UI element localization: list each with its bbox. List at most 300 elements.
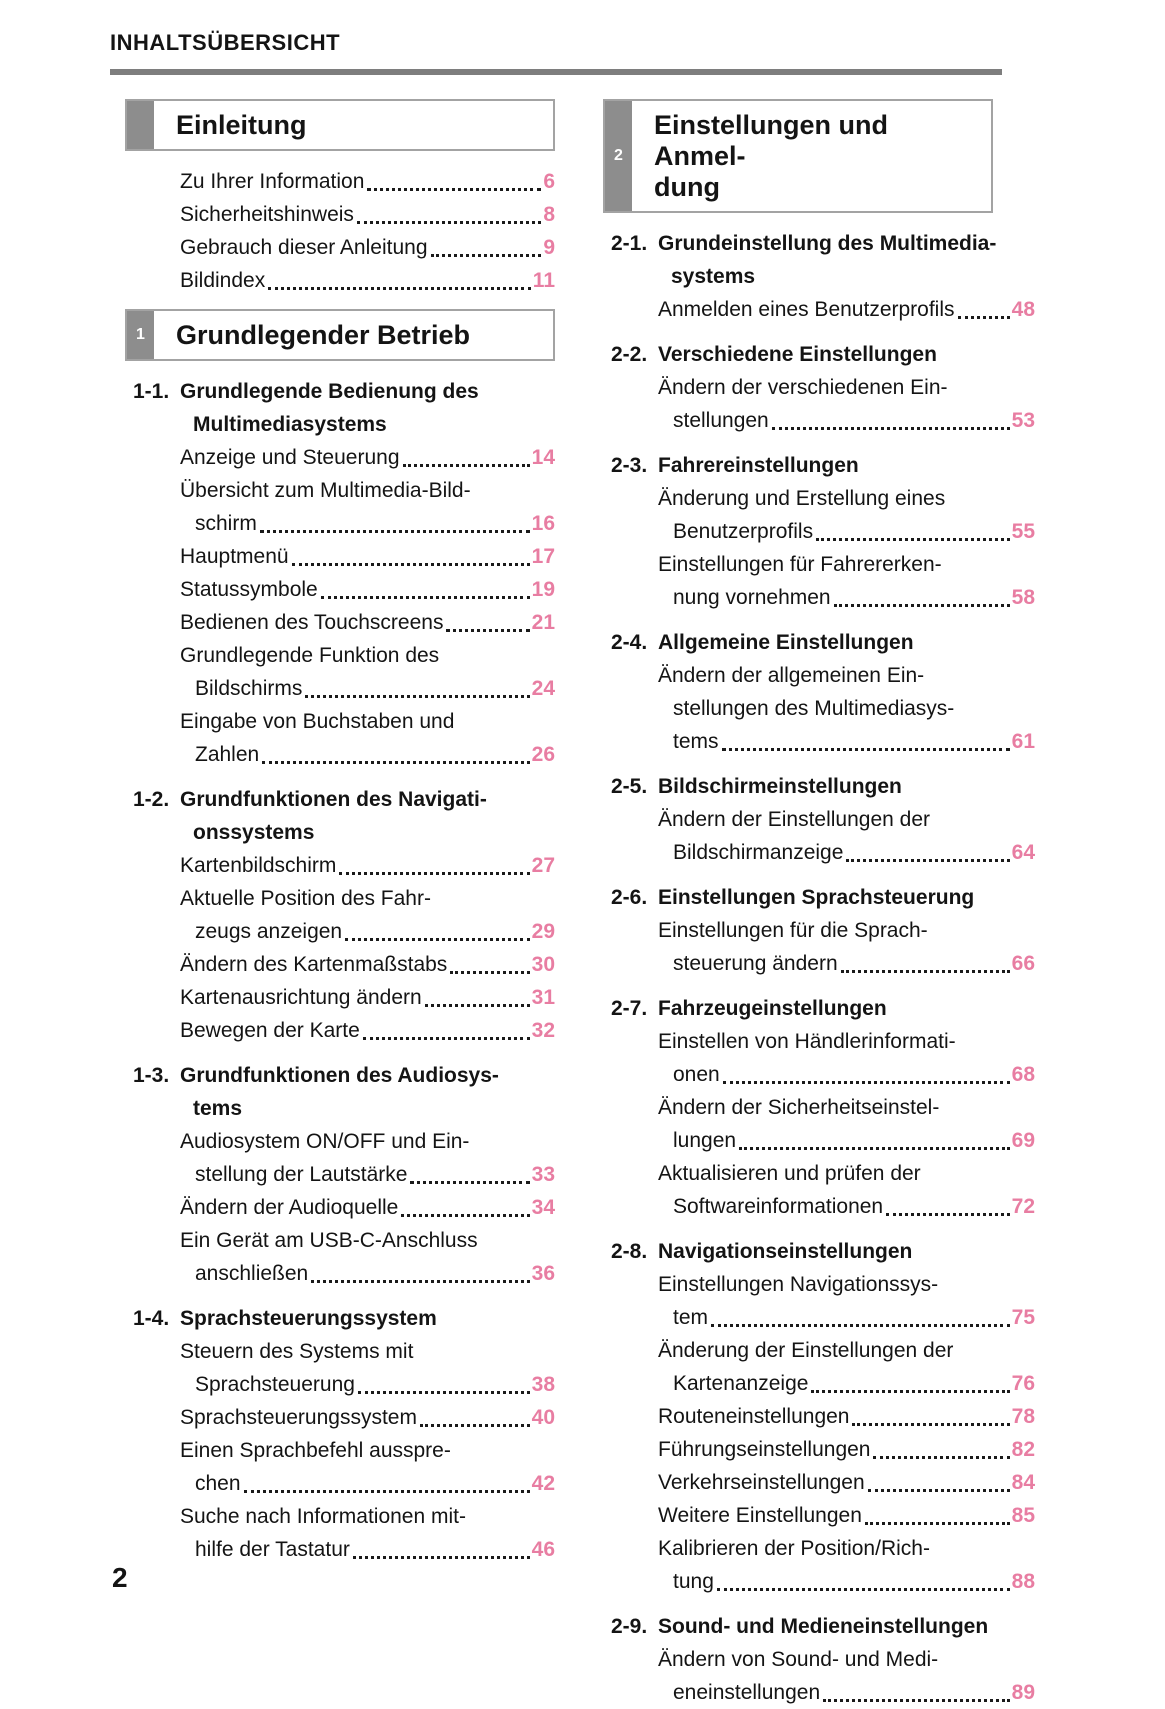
page-ref: 55	[1011, 520, 1035, 543]
dot-leader	[450, 971, 529, 974]
toc-entry	[180, 1125, 555, 1191]
chapter-title-line: Einleitung	[176, 110, 307, 140]
toc-entry-text: stellung der Lautstärke	[195, 1163, 408, 1186]
dot-leader	[353, 1556, 530, 1559]
toc-entry-text: Bildschirms	[195, 677, 303, 700]
toc-entry-last-line	[180, 507, 555, 540]
toc-entry-line: Einstellungen für die Sprach-	[658, 919, 928, 942]
toc-entry	[658, 1499, 1035, 1532]
page-ref: 14	[531, 446, 555, 469]
section-heading	[603, 338, 1035, 371]
toc-entry-last-line	[180, 165, 555, 198]
toc-entry-line: Übersicht zum Multimedia-Bild-	[180, 479, 471, 502]
toc-entry-last-line	[180, 441, 555, 474]
toc-entry-line: Audiosystem ON/OFF und Ein-	[180, 1130, 470, 1153]
toc-entry-text: chen	[195, 1472, 241, 1495]
page-ref: 6	[543, 170, 555, 193]
section-title	[658, 770, 1035, 803]
dot-leader	[403, 464, 530, 467]
toc-entry-last-line	[180, 1014, 555, 1047]
page-ref: 78	[1011, 1405, 1035, 1428]
toc-entry	[658, 1091, 1035, 1157]
dot-leader	[401, 1214, 529, 1217]
page-ref: 46	[531, 1538, 555, 1561]
toc-entry-line: Einen Sprachbefehl ausspre-	[180, 1439, 451, 1462]
toc-entry-text: Weitere Einstellungen	[658, 1504, 862, 1527]
dot-leader	[311, 1280, 529, 1283]
toc-entry-last-line	[180, 1257, 555, 1290]
section-title-line: Sound- und Medieneinstellungen	[658, 1615, 989, 1638]
chapter-title-line: Grundlegender Betrieb	[176, 320, 471, 350]
toc-entry-last-line	[180, 915, 555, 948]
toc-entry-text: Kartenbildschirm	[180, 854, 337, 877]
toc-columns	[110, 99, 1165, 1709]
toc-entry	[180, 231, 555, 264]
dot-leader	[873, 1456, 1009, 1459]
toc-entry-text: Routeneinstellungen	[658, 1405, 850, 1428]
toc-entry-last-line	[180, 198, 555, 231]
toc-entry	[180, 606, 555, 639]
page-ref: 66	[1011, 952, 1035, 975]
chapter-box	[125, 309, 555, 361]
section-title-line: Grundeinstellung des Multimedia-	[658, 232, 997, 255]
section-heading	[603, 992, 1035, 1025]
chapter-number-tab	[127, 101, 156, 149]
toc-entry-line: Änderung der Einstellungen der	[658, 1339, 954, 1362]
toc-entry-text: Führungseinstellungen	[658, 1438, 871, 1461]
dot-leader	[739, 1147, 1010, 1150]
section-title	[658, 338, 1035, 371]
section-title-line: onssystems	[193, 821, 315, 844]
toc-entry-line: Ein Gerät am USB-C-Anschluss	[180, 1229, 478, 1252]
toc-entry-line: Suche nach Informationen mit-	[180, 1505, 466, 1528]
page-ref: 30	[531, 953, 555, 976]
section-number: 1-3.	[133, 1064, 170, 1087]
section-number: 1-2.	[133, 788, 170, 811]
page-ref: 88	[1011, 1570, 1035, 1593]
toc-entry	[658, 1433, 1035, 1466]
toc-entry-text: Bedienen des Touchscreens	[180, 611, 444, 634]
section-number: 2-1.	[611, 232, 648, 255]
toc-entry-text: Hauptmenü	[180, 545, 289, 568]
section-title-line: Navigationseinstellungen	[658, 1240, 913, 1263]
section-heading	[125, 1059, 555, 1125]
dot-leader	[846, 859, 1009, 862]
toc-entry-text: Verkehrseinstellungen	[658, 1471, 865, 1494]
toc-entry-line: stellungen des Multimediasys-	[673, 697, 955, 720]
chapter-title	[156, 101, 313, 149]
toc-entry	[658, 1334, 1035, 1400]
toc-column-right	[603, 99, 1035, 1709]
toc-entry-text: Bewegen der Karte	[180, 1019, 360, 1042]
toc-entry	[180, 1335, 555, 1401]
page-ref: 32	[531, 1019, 555, 1042]
dot-leader	[852, 1423, 1009, 1426]
dot-leader	[357, 221, 541, 224]
toc-entry-last-line	[180, 573, 555, 606]
dot-leader	[268, 287, 531, 290]
toc-entry-text: Anmelden eines Benutzerprofils	[658, 298, 955, 321]
dot-leader	[816, 538, 1010, 541]
toc-entry-line: Einstellungen Navigationssys-	[658, 1273, 939, 1296]
section-title	[658, 1610, 1035, 1643]
section-number: 2-2.	[611, 343, 648, 366]
chapter-title	[156, 311, 476, 359]
toc-entry	[658, 1268, 1035, 1334]
section-heading	[603, 626, 1035, 659]
toc-entry	[658, 293, 1035, 326]
toc-entry-text: Ändern der Audioquelle	[180, 1196, 399, 1219]
toc-entry-text: Sicherheitshinweis	[180, 203, 354, 226]
toc-entry-last-line	[180, 1368, 555, 1401]
section-title-line: Grundfunktionen des Navigati-	[180, 788, 487, 811]
page-ref: 36	[531, 1262, 555, 1285]
page-ref: 16	[531, 512, 555, 535]
toc-entry-text: Anzeige und Steuerung	[180, 446, 400, 469]
toc-entry-last-line	[658, 947, 1035, 980]
toc-entry	[180, 1401, 555, 1434]
toc-entry-text: onen	[673, 1063, 720, 1086]
section-title-line: tems	[193, 1097, 243, 1120]
dot-leader	[865, 1522, 1010, 1525]
toc-entry-last-line	[658, 1058, 1035, 1091]
dot-leader	[358, 1391, 530, 1394]
page-ref: 27	[531, 854, 555, 877]
toc-entry-line: Aktualisieren und prüfen der	[658, 1162, 921, 1185]
section-title-line: Grundfunktionen des Audiosys-	[180, 1064, 499, 1087]
dot-leader	[841, 970, 1010, 973]
section-heading	[603, 227, 1035, 293]
page-ref: 31	[531, 986, 555, 1009]
dot-leader	[834, 604, 1010, 607]
toc-entry-last-line	[658, 581, 1035, 614]
dot-leader	[823, 1699, 1010, 1702]
toc-entry-last-line	[658, 1301, 1035, 1334]
toc-entry-text: nung vornehmen	[673, 586, 831, 609]
section-heading	[125, 783, 555, 849]
dot-leader	[711, 1324, 1010, 1327]
toc-entry-last-line	[658, 836, 1035, 869]
toc-entry-text: Zahlen	[195, 743, 260, 766]
page-ref: 9	[543, 236, 555, 259]
toc-entry	[180, 1434, 555, 1500]
toc-entry	[658, 914, 1035, 980]
toc-entry-line: Aktuelle Position des Fahr-	[180, 887, 431, 910]
toc-entry-text: Gebrauch dieser Anleitung	[180, 236, 428, 259]
page-ref: 8	[543, 203, 555, 226]
dot-leader	[723, 1081, 1010, 1084]
page-ref: 68	[1011, 1063, 1035, 1086]
toc-entry-text: eneinstellungen	[673, 1681, 821, 1704]
toc-entry-line: Grundlegende Funktion des	[180, 644, 440, 667]
toc-entry-line: Steuern des Systems mit	[180, 1340, 414, 1363]
section-title-line: Allgemeine Einstellungen	[658, 631, 914, 654]
page-ref: 82	[1011, 1438, 1035, 1461]
toc-entry-last-line	[658, 515, 1035, 548]
section-title-line: Multimediasystems	[193, 413, 387, 436]
toc-entry-text: Ändern des Kartenmaßstabs	[180, 953, 448, 976]
section-title	[658, 992, 1035, 1025]
section-number: 2-9.	[611, 1615, 648, 1638]
section-number: 2-5.	[611, 775, 648, 798]
toc-entry-last-line	[658, 1400, 1035, 1433]
toc-entry	[180, 705, 555, 771]
dot-leader	[431, 254, 542, 257]
toc-entry-last-line	[658, 725, 1035, 758]
toc-entry	[180, 540, 555, 573]
toc-entry-last-line	[180, 264, 555, 297]
page-ref: 72	[1011, 1195, 1035, 1218]
dot-leader	[425, 1004, 530, 1007]
chapter-number-tab: 1	[127, 311, 156, 359]
page-ref: 85	[1011, 1504, 1035, 1527]
toc-entry-last-line	[180, 231, 555, 264]
toc-entry-line: Änderung und Erstellung eines	[658, 487, 946, 510]
dot-leader	[420, 1424, 530, 1427]
dot-leader	[339, 872, 529, 875]
section-title	[180, 1059, 555, 1125]
toc-entry	[180, 948, 555, 981]
toc-entry-last-line	[658, 1124, 1035, 1157]
toc-entry-last-line	[180, 606, 555, 639]
section-title	[658, 227, 1035, 293]
toc-entry	[180, 198, 555, 231]
toc-entry-line: Einstellungen für Fahrererken-	[658, 553, 942, 576]
chapter-box	[125, 99, 555, 151]
section-title-line: systems	[671, 265, 756, 288]
section-heading	[603, 1610, 1035, 1643]
toc-entry-last-line	[658, 1499, 1035, 1532]
page-ref: 64	[1011, 841, 1035, 864]
section-heading	[603, 881, 1035, 914]
toc-entry-text: Benutzerprofils	[673, 520, 814, 543]
dot-leader	[262, 761, 529, 764]
page-title: INHALTSÜBERSICHT	[110, 30, 341, 55]
section-title	[658, 881, 1035, 914]
toc-entry	[658, 803, 1035, 869]
page-ref: 21	[531, 611, 555, 634]
dot-leader	[292, 563, 530, 566]
page-ref: 42	[531, 1472, 555, 1495]
toc-entry	[180, 1500, 555, 1566]
toc-entry-last-line	[180, 738, 555, 771]
toc-entry	[658, 371, 1035, 437]
dot-leader	[410, 1181, 529, 1184]
section-number: 2-3.	[611, 454, 648, 477]
dot-leader	[958, 316, 1010, 319]
toc-entry-text: zeugs anzeigen	[195, 920, 343, 943]
toc-entry-last-line	[180, 849, 555, 882]
toc-entry-line: Ändern der allgemeinen Ein-	[658, 664, 925, 687]
toc-entry-last-line	[180, 540, 555, 573]
page-ref: 11	[532, 269, 555, 292]
toc-entry-last-line	[180, 1401, 555, 1434]
toc-entry	[658, 1400, 1035, 1433]
page-ref: 29	[531, 920, 555, 943]
toc-entry	[180, 165, 555, 198]
page-ref: 53	[1011, 409, 1035, 432]
dot-leader	[772, 427, 1010, 430]
dot-leader	[868, 1489, 1010, 1492]
toc-entry	[180, 573, 555, 606]
toc-entry-line: Ändern der Einstellungen der	[658, 808, 931, 831]
section-title-line: Einstellungen Sprachsteuerung	[658, 886, 975, 909]
header-rule	[110, 69, 1002, 75]
toc-column-left	[125, 99, 555, 1709]
toc-entry-last-line	[658, 1466, 1035, 1499]
toc-entry-last-line	[658, 1433, 1035, 1466]
toc-entry-line: Ändern der verschiedenen Ein-	[658, 376, 948, 399]
section-title-line: Fahrereinstellungen	[658, 454, 859, 477]
toc-entry-last-line	[658, 293, 1035, 326]
toc-entry-text: Statussymbole	[180, 578, 318, 601]
page-ref: 89	[1011, 1681, 1035, 1704]
toc-entry	[658, 1466, 1035, 1499]
toc-entry	[658, 659, 1035, 758]
section-heading	[603, 449, 1035, 482]
page-ref: 69	[1011, 1129, 1035, 1152]
section-title	[180, 375, 555, 441]
section-number: 2-4.	[611, 631, 648, 654]
toc-entry-text: Kartenanzeige	[673, 1372, 809, 1395]
dot-leader	[363, 1037, 530, 1040]
dot-leader	[811, 1390, 1009, 1393]
page-ref: 17	[531, 545, 555, 568]
dot-leader	[367, 188, 541, 191]
section-heading	[603, 1235, 1035, 1268]
toc-entry	[658, 1157, 1035, 1223]
toc-entry	[180, 639, 555, 705]
section-title	[180, 1302, 555, 1335]
toc-entry	[180, 474, 555, 540]
toc-entry-last-line	[180, 948, 555, 981]
toc-entry-text: anschließen	[195, 1262, 309, 1285]
section-title-line: Sprachsteuerungssystem	[180, 1307, 437, 1330]
toc-entry-text: schirm	[195, 512, 257, 535]
section-title-line: Verschiedene Einstellungen	[658, 343, 937, 366]
toc-entry	[658, 1025, 1035, 1091]
page-ref: 26	[531, 743, 555, 766]
toc-entry-text: Bildindex	[180, 269, 266, 292]
toc-entry-last-line	[180, 981, 555, 1014]
toc-entry-line: Ändern der Sicherheitseinstel-	[658, 1096, 940, 1119]
section-number: 1-4.	[133, 1307, 170, 1330]
section-title-line: Grundlegende Bedienung des	[180, 380, 479, 403]
toc-entry-text: lungen	[673, 1129, 737, 1152]
dot-leader	[260, 530, 530, 533]
toc-entry	[180, 264, 555, 297]
dot-leader	[446, 629, 529, 632]
toc-entry	[180, 981, 555, 1014]
page-ref: 19	[531, 578, 555, 601]
section-number: 1-1.	[133, 380, 170, 403]
section-heading	[603, 770, 1035, 803]
toc-entry-last-line	[658, 1190, 1035, 1223]
toc-entry-last-line	[180, 672, 555, 705]
dot-leader	[305, 695, 529, 698]
section-title	[658, 626, 1035, 659]
section-heading	[125, 375, 555, 441]
section-number: 2-8.	[611, 1240, 648, 1263]
section-title	[658, 449, 1035, 482]
toc-entry-text: steuerung ändern	[673, 952, 838, 975]
page-ref: 75	[1011, 1306, 1035, 1329]
dot-leader	[886, 1213, 1010, 1216]
section-number: 2-7.	[611, 997, 648, 1020]
page-ref: 58	[1011, 586, 1035, 609]
toc-entry	[180, 441, 555, 474]
toc-entry	[180, 849, 555, 882]
section-title	[658, 1235, 1035, 1268]
toc-entry-text: tem	[673, 1306, 709, 1329]
toc-entry	[658, 482, 1035, 548]
toc-entry	[180, 1014, 555, 1047]
toc-entry-text: Kartenausrichtung ändern	[180, 986, 422, 1009]
toc-entry-last-line	[180, 1158, 555, 1191]
chapter-title	[634, 101, 991, 211]
toc-entry-line: Kalibrieren der Position/Rich-	[658, 1537, 930, 1560]
toc-entry-last-line	[180, 1467, 555, 1500]
chapter-title-line: dung	[654, 172, 720, 202]
chapter-box	[603, 99, 993, 213]
toc-entry-text: tung	[673, 1570, 714, 1593]
toc-entry	[658, 548, 1035, 614]
toc-entry-last-line	[180, 1191, 555, 1224]
page-ref: 84	[1011, 1471, 1035, 1494]
section-title-line: Fahrzeugeinstellungen	[658, 997, 887, 1020]
toc-entry-last-line	[658, 404, 1035, 437]
page-ref: 24	[531, 677, 555, 700]
page-ref: 33	[531, 1163, 555, 1186]
page-ref: 76	[1011, 1372, 1035, 1395]
toc-entry-last-line	[180, 1533, 555, 1566]
page-ref: 61	[1011, 730, 1035, 753]
toc-entry-line: Eingabe von Buchstaben und	[180, 710, 455, 733]
section-number: 2-6.	[611, 886, 648, 909]
toc-entry-text: tems	[673, 730, 719, 753]
toc-entry	[180, 1224, 555, 1290]
toc-entry-text: hilfe der Tastatur	[195, 1538, 350, 1561]
page-ref: 48	[1011, 298, 1035, 321]
dot-leader	[345, 938, 530, 941]
toc-entry-last-line	[658, 1565, 1035, 1598]
toc-entry-text: Sprachsteuerungssystem	[180, 1406, 417, 1429]
chapter-number-tab: 2	[605, 101, 634, 211]
dot-leader	[244, 1490, 530, 1493]
page-ref: 38	[531, 1373, 555, 1396]
section-title-line: Bildschirmeinstellungen	[658, 775, 902, 798]
dot-leader	[722, 748, 1010, 751]
toc-entry-text: stellungen	[673, 409, 769, 432]
toc-entry-text: Softwareinformationen	[673, 1195, 884, 1218]
toc-entry-text: Zu Ihrer Information	[180, 170, 365, 193]
page-ref: 40	[531, 1406, 555, 1429]
toc-entry-text: Sprachsteuerung	[195, 1373, 355, 1396]
dot-leader	[717, 1588, 1010, 1591]
page-number: 2	[112, 1562, 128, 1593]
page-ref: 34	[531, 1196, 555, 1219]
toc-entry-text: Bildschirmanzeige	[673, 841, 844, 864]
toc-entry	[180, 882, 555, 948]
toc-entry-last-line	[658, 1676, 1035, 1709]
chapter-title-line: Einstellungen und Anmel-	[654, 110, 888, 171]
toc-entry-line: Einstellen von Händlerinformati-	[658, 1030, 956, 1053]
toc-entry-last-line	[658, 1367, 1035, 1400]
toc-entry	[658, 1532, 1035, 1598]
toc-entry	[180, 1191, 555, 1224]
dot-leader	[321, 596, 530, 599]
toc-entry-line: Ändern von Sound- und Medi-	[658, 1648, 939, 1671]
